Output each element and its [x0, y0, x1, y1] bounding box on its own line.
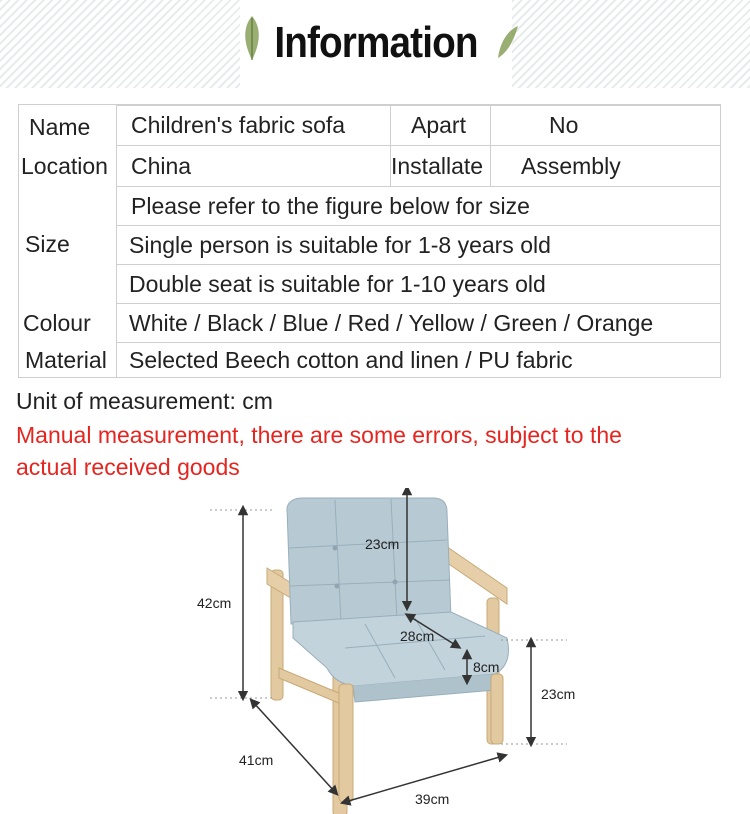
- unit-note: Unit of measurement: cm: [16, 388, 273, 414]
- banner-stripes-right: [512, 0, 750, 88]
- chair-backrest: [287, 498, 451, 624]
- warning-line-1: Manual measurement, there are some errors, subject to the: [16, 422, 622, 448]
- banner-stripes-left: [0, 0, 240, 88]
- back-height-label: 23cm: [365, 536, 400, 552]
- size-row-1: Please refer to the figure below for size: [116, 186, 721, 226]
- warning-line-2: actual received goods: [16, 454, 240, 480]
- total-height-label: 42cm: [197, 595, 232, 611]
- seat-height-label: 23cm: [541, 686, 576, 702]
- size-row-3: Double seat is suitable for 1-10 years old: [116, 264, 721, 304]
- name-label: Name: [29, 114, 91, 140]
- apart-value: No: [490, 105, 721, 146]
- leaf-right-icon: [494, 22, 520, 62]
- material-label: Material: [25, 347, 107, 373]
- colour-label: Colour: [23, 310, 91, 336]
- page-title: Information: [274, 18, 478, 67]
- install-label: Installate: [390, 145, 491, 187]
- chair-front-leg-left: [339, 684, 353, 802]
- info-table: [18, 104, 721, 378]
- depth-line: [253, 702, 335, 792]
- location-value: China: [116, 145, 391, 187]
- chair-front-leg-right: [491, 674, 503, 744]
- name-value: Children's fabric sofa: [116, 105, 391, 146]
- size-label: Size: [25, 231, 70, 257]
- colour-value: White / Black / Blue / Red / Yellow / Green / Orange: [116, 303, 721, 343]
- size-row-2: Single person is suitable for 1-8 years old: [116, 225, 721, 265]
- width-label: 39cm: [415, 791, 450, 807]
- location-label: Location: [21, 153, 108, 179]
- depth-label: 41cm: [239, 752, 274, 768]
- seat-depth-label: 28cm: [400, 628, 435, 644]
- chair-dimension-diagram: [195, 488, 580, 814]
- install-value: Assembly: [490, 145, 721, 187]
- leaf-left-icon: [238, 14, 268, 64]
- cushion-thickness-label: 8cm: [473, 659, 500, 675]
- apart-label: Apart: [390, 105, 491, 146]
- material-value: Selected Beech cotton and linen / PU fabric: [116, 342, 721, 378]
